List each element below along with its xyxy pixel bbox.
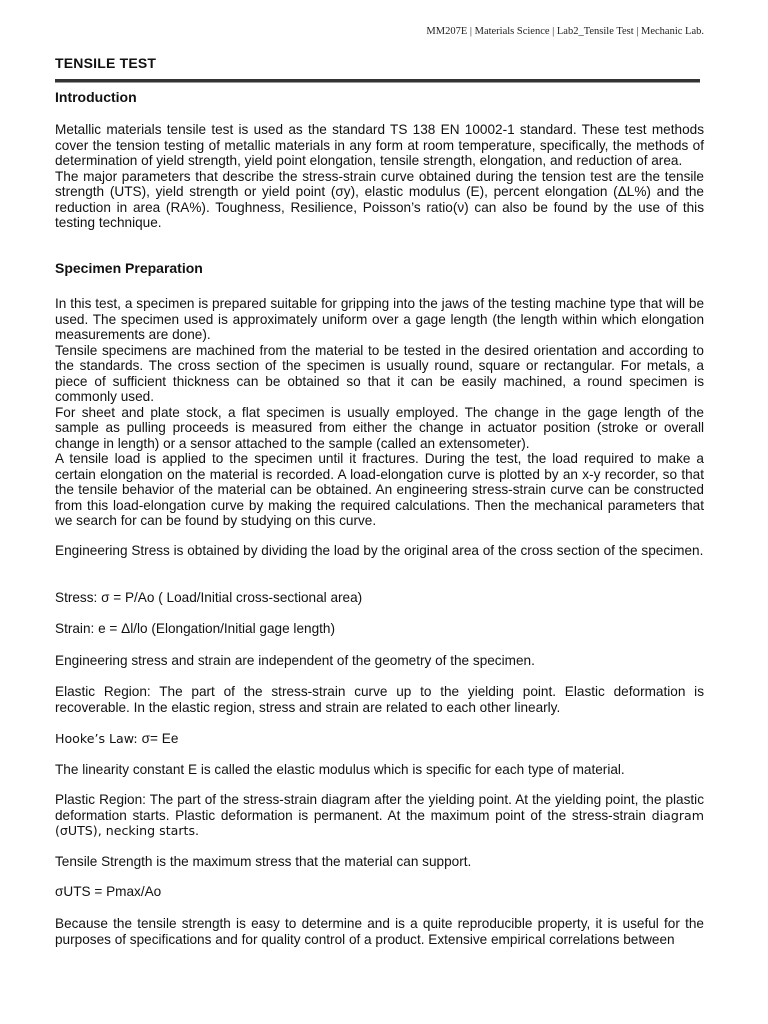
introduction-paragraph-1: Metallic materials tensile test is used as the standard TS 138 EN 10002-1 standard. These test methods cover the tension testing of metallic materials in any form at room temperature, specifically, the methods of determination of yield strength, yield point elongation, tensile strength, elongation, and reduction of area. [55,122,704,168]
title-rule [55,79,700,83]
linearity-constant-text: The linearity constant E is called the elastic modulus which is specific for each type of material. [55,762,625,777]
tensile-strength-text: Tensile Strength is the maximum stress that the material can support. [55,854,472,869]
because-paragraph: Because the tensile strength is easy to determine and is a quite reproducible property, it is useful for the purposes of specifications and for quality control of a product. Extensive empirical correlations between [55,916,704,947]
engineering-stress-paragraph: Engineering Stress is obtained by dividing the load by the original area of the cross section of the specimen. [55,543,704,558]
hookes-law-line [55,731,704,747]
plastic-region-text: Plastic Region: The part of the stress-strain diagram after the yielding point. At the yielding point, the plastic deformation starts. Plastic deformation is permanent. At the maximum point of the stress-strain [55,792,704,823]
specimen-paragraph-2: Tensile specimens are machined from the material to be tested in the desired orientation and according to the standards. The cross section of the specimen is usually round, square or rectangular. For metals, a piece of sufficient thickness can be obtained so that it can be easily machined, a round specimen is commonly used. [55,342,704,404]
running-header: MM207E | Materials Science | Lab2_Tensile Test | Mechanic Lab. [426,26,704,37]
independent-geometry-text: Engineering stress and strain are independent of the geometry of the specimen. [55,653,535,668]
introduction-paragraph-2: The major parameters that describe the stress-strain curve obtained during the tension test are the tensile strength (UTS), yield strength or yield point (σy), elastic modulus (E), percent elongation (ΔL%) and the reduction in area (RA%). Toughness, Resilience, Poisson’s ratio(ν) can also be found by the use of this testing technique. [55,168,704,230]
stress-formula: Stress: σ = P/Ao ( Load/Initial cross-sectional area) [55,590,363,605]
specimen-paragraph-4: A tensile load is applied to the specimen until it fractures. During the test, the load required to make a certain elongation on the material is recorded. A load-elongation curve is plotted by an x-y recorder, so that the tensile behavior of the material can be obtained. An engineering stress-strain curve can be constructed from this load-elongation curve by making the required calculations. Then the mechanical parameters that we search for can be found by studying on this curve. [55,451,704,528]
specimen-paragraph-1: In this test, a specimen is prepared suitable for gripping into the jaws of the testing machine type that will be used. The specimen used is approximately uniform over a gage length (the length within which elongation measurements are done). [55,296,704,342]
strain-formula: Strain: e = Δl/lo (Elongation/Initial gage length) [55,621,335,636]
introduction-heading: Introduction [55,89,137,105]
elastic-region-paragraph: Elastic Region: The part of the stress-strain curve up to the yielding point. Elastic deformation is recoverable. In the elastic region, stress and strain are related to each other linearly. [55,684,704,715]
introduction-body [55,122,704,231]
specimen-preparation-heading: Specimen Preparation [55,260,203,276]
specimen-paragraph-3: For sheet and plate stock, a flat specimen is usually employed. The change in the gage length of the sample as pulling proceeds is measured from either the change in actuator position (stroke or overall change in length) or a sensor attached to the sample (called an extensometer). [55,404,704,451]
hookes-law-formula: σ= Ee [141,731,179,746]
plastic-region-paragraph [55,792,704,839]
hookes-law-label: Hooke’s Law: [55,731,142,746]
uts-formula: σUTS = Pmax/Ao [55,884,162,899]
document-title: TENSILE TEST [55,55,157,71]
specimen-preparation-body [55,296,704,529]
plastic-region-necking-text: diagram (σUTS), necking starts. [55,807,705,838]
